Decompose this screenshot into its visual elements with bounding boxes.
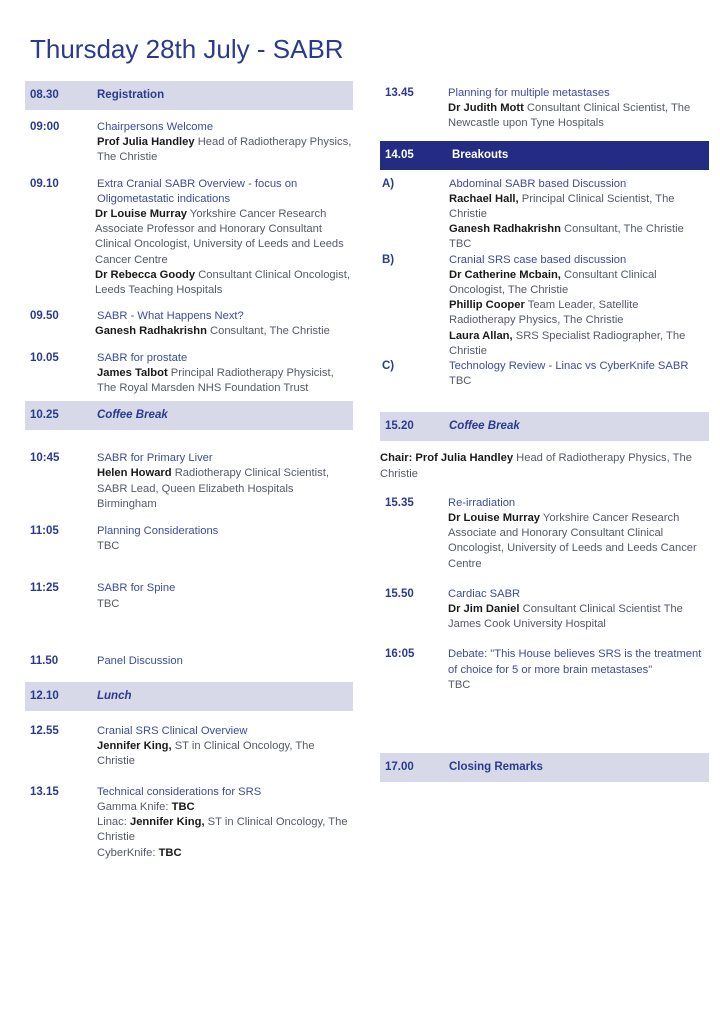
speaker-name: Rachael Hall,	[449, 192, 519, 205]
speaker-name: Dr Judith Mott	[448, 102, 524, 115]
session-title: SABR for Primary Liver	[97, 452, 213, 465]
speaker-role: ST in Clinical Oncology, The Christie	[97, 816, 348, 844]
speaker-role: Principal Clinical Scientist, The Christie	[449, 192, 675, 221]
speaker-role: Radiotherapy Clinical Scientist, SABR Lead, Queen Elizabeth Hospitals Birmingham	[97, 467, 329, 510]
session-title: Cardiac SABR	[448, 587, 521, 600]
breakout-letter: C)	[382, 360, 395, 373]
breakout-a	[380, 177, 708, 253]
band-label: Registration	[97, 89, 165, 101]
speaker-role: Team Leader, Satellite Radiotherapy Physics, The Christie	[449, 299, 639, 327]
registration-band	[25, 81, 353, 110]
speaker-role: Yorkshire Cancer Research Associate and Honorary Consultant Clinical Oncologist, University of Leeds and Leeds Cancer Centre	[448, 512, 697, 570]
session-cardiac	[380, 587, 708, 633]
breakout-letter: A)	[382, 177, 395, 190]
time-label: 13.45	[385, 87, 414, 99]
band-label: Closing Remarks	[449, 761, 543, 774]
breakout-c	[380, 359, 708, 389]
time-label: 15.20	[385, 420, 414, 433]
time-label: 15.50	[385, 587, 414, 600]
time-label: 10.05	[30, 351, 59, 364]
item-label: Gamma Knife:	[97, 800, 172, 813]
session-title: Technical considerations for SRS	[97, 785, 262, 798]
session-sub: TBC	[449, 375, 472, 388]
session-title: Debate: "This House believes SRS is the treatment of choice for 5 or more brain metastases"	[448, 648, 702, 676]
band-label: Coffee Break	[97, 409, 168, 422]
speaker-role: Consultant, The Christie	[206, 325, 330, 338]
session-sub: TBC	[449, 238, 472, 251]
item-value: TBC	[171, 800, 195, 813]
session-liver	[25, 451, 353, 512]
time-label: 09.50	[30, 310, 59, 323]
session-title: Planning Considerations	[97, 525, 219, 538]
session-multimets	[380, 86, 708, 132]
time-label: 11:05	[30, 525, 59, 538]
time-label: 09:00	[30, 121, 60, 133]
session-title: SABR for Spine	[97, 582, 176, 595]
session-planning	[25, 524, 353, 554]
session-extracranial	[25, 177, 353, 299]
speaker-name: Ganesh Radhakrishn	[449, 223, 561, 236]
item-label: Linac:	[97, 816, 130, 829]
session-what-next	[25, 309, 353, 339]
session-sub: TBC	[97, 597, 120, 610]
time-label: 10.25	[30, 409, 59, 422]
speaker-name: Prof Julia Handley	[97, 136, 195, 149]
band-label: Breakouts	[452, 148, 509, 161]
time-label: 10:45	[30, 452, 60, 465]
speaker-name: Ganesh Radhakrishn	[95, 325, 207, 338]
chair-note	[380, 451, 708, 481]
session-title: SABR for prostate	[97, 351, 188, 364]
speaker-name: Dr Catherine Mcbain,	[449, 268, 561, 281]
chair-name: Chair: Prof Julia Handley	[380, 452, 514, 465]
session-spine	[25, 581, 353, 611]
left-column	[25, 81, 353, 861]
speaker-role: ST in Clinical Oncology, The Christie	[97, 740, 315, 768]
speaker-name: Dr Jim Daniel	[448, 603, 520, 616]
lunch-band	[25, 682, 353, 711]
page-title: Thursday 28th July - SABR	[30, 34, 344, 64]
right-column	[380, 81, 708, 782]
chair-role: Head of Radiotherapy Physics, The Christie	[380, 452, 692, 480]
session-title: Re-irradiation	[448, 496, 516, 509]
session-reirradiation	[380, 496, 708, 572]
breakout-b	[380, 253, 708, 359]
session-sub: TBC	[448, 678, 471, 691]
session-cranial	[25, 724, 353, 770]
session-title: Abdominal SABR based Discussion	[449, 177, 627, 190]
time-label: 17.00	[385, 761, 414, 774]
speaker-name: James Talbot	[97, 366, 168, 379]
band-label: Lunch	[97, 690, 132, 703]
speaker-role: Principal Radiotherapy Physicist, The Royal Marsden NHS Foundation Trust	[97, 366, 334, 395]
speaker-name: Dr Louise Murray	[95, 208, 188, 221]
session-title: Extra Cranial SABR Overview - focus on Oligometastatic indications	[97, 177, 298, 205]
breakout-letter: B)	[382, 253, 395, 266]
speaker-name: Helen Howard	[97, 467, 172, 480]
session-title: Cranial SRS Clinical Overview	[97, 725, 248, 738]
time-label: 12.10	[30, 690, 59, 703]
time-label: 13.15	[30, 785, 59, 798]
speaker-role: Consultant Clinical Scientist The James Cook University Hospital	[448, 603, 683, 631]
band-label: Coffee Break	[449, 420, 520, 433]
time-label: 14.05	[385, 148, 414, 161]
session-title: SABR - What Happens Next?	[97, 310, 244, 323]
session-sub: TBC	[97, 540, 120, 553]
breakouts-band	[380, 141, 709, 170]
item-label: CyberKnife:	[97, 846, 159, 859]
session-debate	[380, 647, 708, 693]
speaker-name: Dr Rebecca Goody	[95, 268, 196, 281]
speaker-role: SRS Specialist Radiographer, The Christie	[449, 329, 686, 357]
session-title: Panel Discussion	[97, 654, 183, 667]
coffee-break-band	[25, 401, 353, 430]
session-panel	[25, 654, 353, 669]
speaker-role: Consultant, The Christie	[560, 223, 684, 236]
speaker-role: Consultant Clinical Oncologist, Leeds Teaching Hospitals	[95, 268, 350, 297]
time-label: 09.10	[30, 177, 59, 190]
time-label: 16:05	[385, 648, 415, 661]
session-title: Planning for multiple metastases	[448, 87, 610, 99]
session-technical	[25, 785, 353, 861]
speaker-role: Consultant Clinical Scientist, The Newcastle upon Tyne Hospitals	[448, 102, 691, 130]
speaker-name: Laura Allan,	[449, 329, 513, 342]
time-label: 11.50	[30, 654, 59, 667]
session-title: Chairpersons Welcome	[97, 121, 214, 133]
session-title: Cranial SRS case based discussion	[449, 253, 627, 266]
speaker-name: Phillip Cooper	[449, 299, 525, 312]
speaker-name: Jennifer King,	[97, 740, 172, 753]
time-label: 15.35	[385, 496, 414, 509]
speaker-role: Yorkshire Cancer Research Associate Professor and Honorary Consultant Clinical Oncologist, University of Leeds and Leeds Cancer Centre	[95, 208, 344, 266]
speaker-role: Consultant Clinical Oncologist, The Christie	[449, 268, 657, 297]
item-value: TBC	[158, 846, 182, 859]
closing-band	[380, 753, 709, 782]
speaker-name: Jennifer King,	[129, 816, 205, 829]
session-prostate	[25, 351, 353, 397]
session-title: Technology Review - Linac vs CyberKnife SABR	[449, 360, 689, 373]
time-label: 08.30	[30, 89, 59, 101]
time-label: 12.55	[30, 725, 59, 738]
time-label: 11:25	[30, 582, 59, 595]
session-welcome	[25, 120, 353, 166]
speaker-role: Head of Radiotherapy Physics, The Christie	[97, 136, 352, 164]
speaker-name: Dr Louise Murray	[448, 512, 541, 525]
coffee-break-band	[380, 412, 709, 441]
